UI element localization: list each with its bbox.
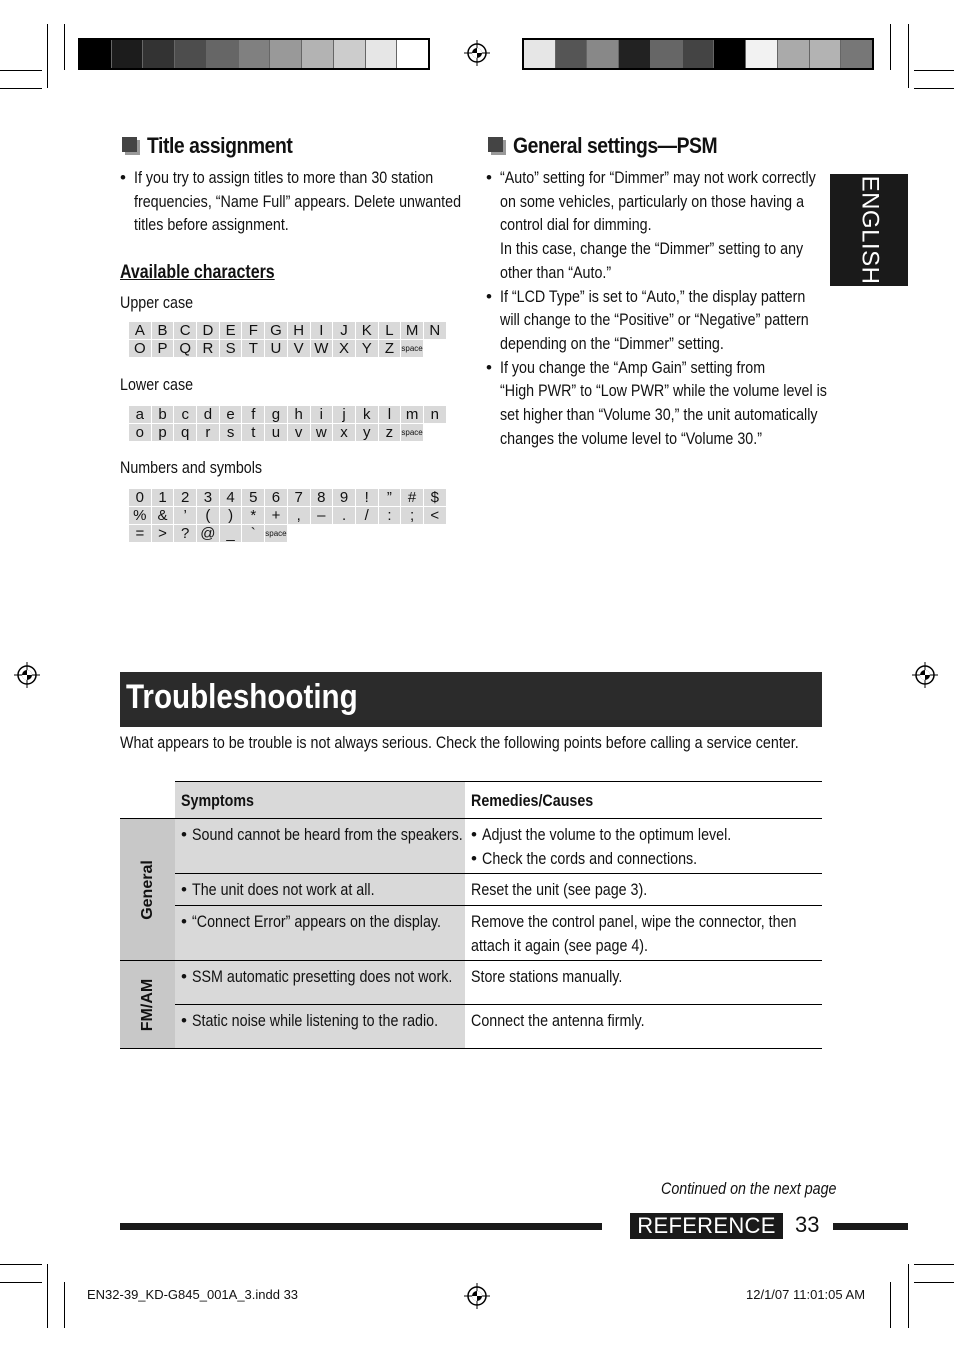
character-cell: ’ [174,507,197,525]
table-rule [175,905,822,906]
character-cell: F [242,322,265,340]
crop-mark [914,88,954,89]
character-cell: P [152,340,175,358]
color-swatch [111,40,143,68]
color-swatch [555,40,587,68]
character-cell: G [265,322,288,340]
general-settings-heading: General settings—PSM [513,133,718,158]
character-cell: z [379,424,402,442]
color-swatch [238,40,270,68]
color-swatch [142,40,174,68]
color-calibration-bar-left [78,38,430,70]
color-swatch [333,40,365,68]
character-cell [424,424,447,442]
character-cell: t [242,424,265,442]
character-cell: 3 [197,489,220,507]
character-cell [333,525,356,543]
character-cell: 4 [220,489,243,507]
character-cell [356,525,379,543]
crop-mark [0,70,42,71]
character-cell [424,340,447,358]
crop-mark [64,24,65,70]
character-cell: ! [356,489,379,507]
character-cell: @ [197,525,220,543]
character-cell: q [174,424,197,442]
character-cell: + [265,507,288,525]
crop-mark [914,1282,954,1283]
crop-mark [0,1264,42,1265]
table-row-remedy: Reset the unit (see page 3). [471,880,648,899]
crop-mark [47,1264,48,1328]
character-cell: U [265,340,288,358]
group-general: General [120,819,175,961]
character-cell: $ [424,489,447,507]
character-cell: L [379,322,402,340]
character-cell: k [356,406,379,424]
file-slug: EN32-39_KD-G845_001A_3.indd 33 [87,1287,299,1302]
color-calibration-bar-right [522,38,874,70]
section-square-icon [488,137,503,152]
character-cell: V [288,340,311,358]
character-cell: % [129,507,152,525]
crop-mark [64,1282,65,1328]
lower-case-label: Lower case [120,375,194,394]
character-cell: W [311,340,334,358]
character-cell: Q [174,340,197,358]
character-cell: < [424,507,447,525]
character-cell: r [197,424,220,442]
troubleshooting-banner [120,672,822,727]
table-row-symptom: • SSM automatic presetting does not work. [181,967,453,986]
color-swatch [777,40,809,68]
table-row-symptom: • The unit does not work at all. [181,880,375,899]
character-cell: 5 [242,489,265,507]
character-cell: l [379,406,402,424]
numbers-symbols-grid [129,489,447,543]
character-cell: ) [220,507,243,525]
character-cell: D [197,322,220,340]
character-cell: K [356,322,379,340]
character-cell: – [311,507,334,525]
table-row-symptom: • “Connect Error” appears on the display. [181,912,441,931]
table-row-remedy: • Adjust the volume to the optimum level. • Check the cords and connections. [471,825,731,868]
crop-mark [914,1264,954,1265]
lower-case-grid [129,406,447,442]
upper-case-label: Upper case [120,293,194,312]
table-row-symptom: • Sound cannot be heard from the speakers. [181,825,463,844]
crop-mark [0,1282,42,1283]
character-cell: = [129,525,152,543]
character-cell: space [265,525,288,543]
character-cell: p [152,424,175,442]
character-cell: O [129,340,152,358]
registration-mark-icon [464,1283,490,1309]
registration-mark-icon [464,40,490,66]
color-swatch [809,40,841,68]
character-cell: / [356,507,379,525]
character-cell: Z [379,340,402,358]
character-cell: _ [220,525,243,543]
color-swatch [524,40,555,68]
registration-mark-icon [14,662,40,688]
color-swatch [682,40,714,68]
character-cell: v [288,424,311,442]
crop-mark [908,24,909,88]
registration-mark-icon [912,662,938,688]
character-cell: 6 [265,489,288,507]
list-item: • If “LCD Type” is set to “Auto,” the display pattern will change to the “Positive” or “Negative” pattern depending on the “Dimmer” setting. [486,285,889,356]
date-slug: 12/1/07 11:01:05 AM [746,1287,866,1302]
table-rule [175,873,822,874]
color-swatch [206,40,238,68]
table-row-remedy: Remove the control panel, wipe the connector, then attach it again (see page 4). [471,912,797,955]
character-cell: N [424,322,447,340]
character-cell: H [288,322,311,340]
character-cell: S [220,340,243,358]
troubleshooting-intro: What appears to be trouble is not always serious. Check the following points before calling a service center. [120,733,799,752]
table-rule [175,781,822,782]
color-swatch [650,40,682,68]
color-swatch [840,40,872,68]
title-assignment-bullets [120,166,523,237]
column-header-symptoms: Symptoms [181,791,255,810]
character-cell: R [197,340,220,358]
character-cell: # [401,489,424,507]
color-swatch [301,40,333,68]
character-cell: m [401,406,424,424]
table-row-remedy: Connect the antenna firmly. [471,1011,645,1030]
crop-mark [890,1282,891,1328]
troubleshooting-title: Troubleshooting [126,678,358,716]
character-cell: C [174,322,197,340]
character-cell: A [129,322,152,340]
crop-mark [914,70,954,71]
character-cell: w [311,424,334,442]
character-cell: 9 [333,489,356,507]
character-cell: X [333,340,356,358]
color-swatch [365,40,397,68]
character-cell: ` [242,525,265,543]
color-swatch [586,40,618,68]
character-cell [401,525,424,543]
character-cell: 8 [311,489,334,507]
character-cell: ( [197,507,220,525]
group-fmam: FM/AM [120,961,175,1049]
footer-rule-left [120,1223,602,1230]
crop-mark [47,24,48,88]
character-cell: o [129,424,152,442]
list-item: • If you change the “Amp Gain” setting from “High PWR” to “Low PWR” while the volume level is set higher than “Volume 30,” the unit automatically changes the volume level to “Volume 30.” [486,356,889,451]
character-cell: s [220,424,243,442]
character-cell: e [220,406,243,424]
character-cell: T [242,340,265,358]
footer-rule-right [833,1223,908,1230]
table-rule [120,818,822,819]
character-cell: n [424,406,447,424]
character-cell: : [379,507,402,525]
character-cell: M [401,322,424,340]
list-item: • “Auto” setting for “Dimmer” may not work correctly on some vehicles, particularly on those having a control dial for dimming. In this case, change the “Dimmer” setting to any other than “Auto.” [486,166,889,285]
character-cell: u [265,424,288,442]
character-cell: 1 [152,489,175,507]
character-cell: E [220,322,243,340]
color-swatch [269,40,301,68]
list-item: • If you try to assign titles to more than 30 station frequencies, “Name Full” appears. Delete unwanted titles before assignment. [120,166,523,237]
title-assignment-heading: Title assignment [147,133,293,158]
reference-label: REFERENCE [630,1213,783,1239]
character-cell: 7 [288,489,311,507]
table-rule [120,960,822,961]
page-number: 33 [795,1212,820,1237]
character-cell: Y [356,340,379,358]
color-swatch [713,40,745,68]
character-cell: i [311,406,334,424]
character-cell: d [197,406,220,424]
column-header-remedies: Remedies/Causes [471,791,594,810]
character-cell: space [401,424,424,442]
color-swatch [396,40,428,68]
character-cell [424,525,447,543]
color-swatch [174,40,206,68]
character-cell: ” [379,489,402,507]
character-cell [379,525,402,543]
character-cell: 0 [129,489,152,507]
character-cell: I [311,322,334,340]
character-cell: a [129,406,152,424]
character-cell: > [152,525,175,543]
table-row-symptom: • Static noise while listening to the radio. [181,1011,438,1030]
character-cell: space [401,340,424,358]
character-cell: y [356,424,379,442]
language-tab: ENGLISH [830,174,908,286]
character-cell: B [152,322,175,340]
character-cell: h [288,406,311,424]
character-cell: b [152,406,175,424]
table-rule [120,1048,822,1049]
crop-mark [0,88,42,89]
crop-mark [908,1264,909,1328]
character-cell: ? [174,525,197,543]
numbers-symbols-label: Numbers and symbols [120,458,263,477]
character-cell: x [333,424,356,442]
crop-mark [890,24,891,70]
character-cell: J [333,322,356,340]
character-cell: & [152,507,175,525]
character-cell: g [265,406,288,424]
character-cell: ; [401,507,424,525]
color-swatch [745,40,777,68]
character-cell: c [174,406,197,424]
general-settings-bullets [486,166,889,450]
upper-case-grid [129,322,447,358]
available-characters-heading: Available characters [120,262,275,283]
color-swatch [80,40,111,68]
character-cell: , [288,507,311,525]
table-rule [175,1004,822,1005]
color-swatch [618,40,650,68]
character-cell [288,525,311,543]
character-cell: * [242,507,265,525]
section-square-icon [122,137,137,152]
character-cell [311,525,334,543]
character-cell: j [333,406,356,424]
table-row-remedy: Store stations manually. [471,967,623,986]
character-cell: 2 [174,489,197,507]
character-cell: f [242,406,265,424]
continued-note: Continued on the next page [661,1179,837,1198]
character-cell: . [333,507,356,525]
